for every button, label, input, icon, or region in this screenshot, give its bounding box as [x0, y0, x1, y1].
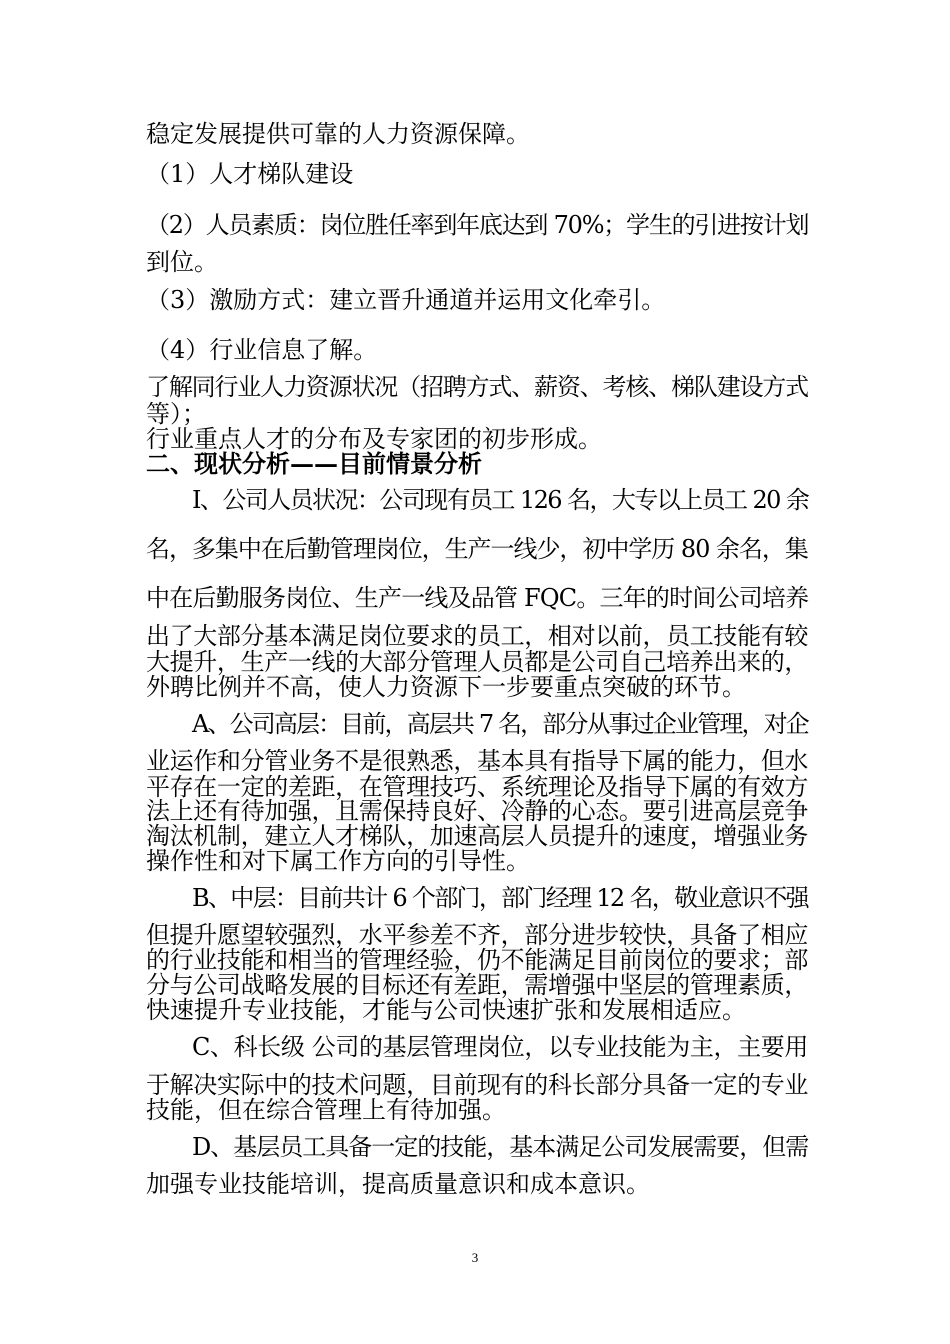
list-item: （2）人员素质：岗位胜任率到年底达到 70%；学生的引进按计划: [146, 211, 809, 239]
text-line: C、科长级 公司的基层管理岗位，以专业技能为主，主要用: [192, 1033, 808, 1061]
section-heading: 二、现状分析——目前情景分析: [146, 449, 482, 478]
text-line: 的行业技能和相当的管理经验，仍不能满足目前岗位的要求；部: [146, 946, 808, 974]
text-line: 法上还有待加强，且需保持良好、冷静的心态。要引进高层竞争: [146, 797, 808, 825]
text-line: 于解决实际中的技术问题，目前现有的科长部分具备一定的专业: [146, 1071, 808, 1099]
text-line: 出了大部分基本满足岗位要求的员工，相对以前，员工技能有较: [146, 622, 808, 650]
list-item: （3）激励方式：建立晋升通道并运用文化牵引。: [146, 286, 666, 314]
text-line: 等）；: [146, 400, 206, 428]
text-line: D、基层员工具备一定的技能，基本满足公司发展需要，但需: [192, 1133, 809, 1161]
text-line: 技能，但在综合管理上有待加强。: [146, 1096, 506, 1124]
text-line: 大提升，生产一线的大部分管理人员都是公司自己培养出来的，: [146, 648, 808, 676]
text-line: 加强专业技能培训，提高质量意识和成本意识。: [146, 1170, 650, 1198]
list-item: （1）人才梯队建设: [146, 160, 354, 188]
text-line: 行业重点人才的分布及专家团的初步形成。: [146, 425, 602, 453]
text-line: 业运作和分管业务不是很熟悉，基本具有指导下属的能力，但水: [146, 747, 808, 775]
text-line: 中在后勤服务岗位、生产一线及品管 FQC。三年的时间公司培养: [146, 584, 809, 612]
text-line: 但提升愿望较强烈，水平参差不齐，部分进步较快，具备了相应: [146, 921, 808, 949]
list-item: （4）行业信息了解。: [146, 336, 378, 364]
text-line: 平存在一定的差距，在管理技巧、系统理论及指导下属的有效方: [146, 773, 808, 801]
text-line: I、公司人员状况：公司现有员工 126 名，大专以上员工 20 余: [192, 486, 809, 514]
text-line: 操作性和对下属工作方向的引导性。: [146, 847, 530, 875]
text-line: 了解同行业人力资源状况（招聘方式、薪资、考核、梯队建设方式: [146, 373, 808, 401]
text-line: 分与公司战略发展的目标还有差距，需增强中坚层的管理素质，: [146, 971, 808, 999]
text-line: 稳定发展提供可靠的人力资源保障。: [146, 120, 530, 148]
text-line: 淘汰机制，建立人才梯队，加速高层人员提升的速度，增强业务: [146, 822, 808, 850]
text-line: B、中层：目前共计 6 个部门，部门经理 12 名，敬业意识不强: [192, 884, 808, 912]
text-line: A、公司高层：目前，高层共 7 名，部分从事过企业管理，对企: [192, 710, 808, 738]
text-line: 名，多集中在后勤管理岗位，生产一线少，初中学历 80 余名，集: [146, 535, 808, 563]
text-line: 到位。: [146, 248, 218, 276]
text-line: 快速提升专业技能，才能与公司快速扩张和发展相适应。: [146, 996, 746, 1024]
text-line: 外聘比例并不高，使人力资源下一步要重点突破的环节。: [146, 673, 746, 701]
page-number: 3: [471, 1250, 479, 1265]
